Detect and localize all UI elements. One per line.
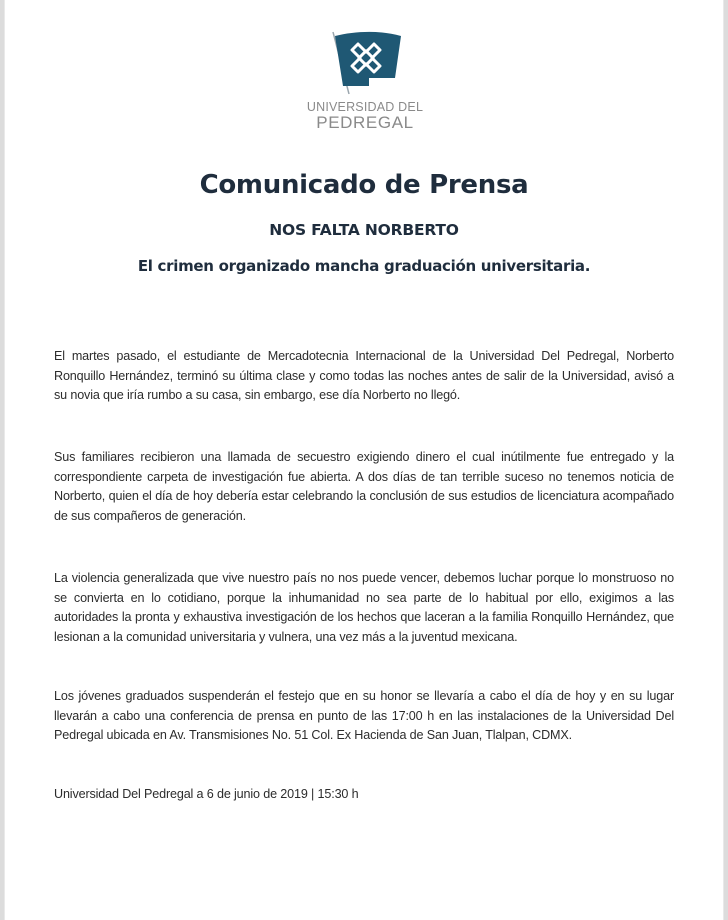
paragraph-4: Los jóvenes graduados suspenderán el festejo que en su honor se llevaría a cabo el día de hoy y en su lugar llevarán a cabo una conferencia de prensa en punto de las 17:00 h en las instalaciones de la Universidad Del Pedregal ubicada en Av. Transmisiones No. 51 Col. Ex Hacienda de San Juan, Tlalpan, CDMX. <box>54 689 674 742</box>
document-title: Comunicado de Prensa <box>199 170 529 200</box>
paragraph-1: El martes pasado, el estudiante de Mercadotecnia Internacional de la Universidad Del Pedregal, Norberto Ronquillo Hernández, terminó su última clase y como todas las noches antes de salir de la Universidad, avisó a su novia que iría rumbo a su casa, sin embargo, ese día Norberto no llegó. <box>54 349 674 402</box>
logo-text-line1: UNIVERSIDAD DEL <box>306 100 424 114</box>
document-tagline: El crimen organizado mancha graduación universitaria. <box>137 257 591 275</box>
paragraph-2: Sus familiares recibieron una llamada de secuestro exigiendo dinero el cual inútilmente fue entregado y la correspondiente carpeta de investigación fue abierta. A dos días de tan terrible suceso no tenemos noticia de Norberto, quien el día de hoy debería estar celebrando la conclusión de sus estudios de licenciatura acompañado de sus compañeros de generación. <box>54 450 674 523</box>
logo-text-line2: PEDREGAL <box>316 113 414 132</box>
page-edge-right <box>723 0 728 920</box>
document-subtitle: NOS FALTA NORBERTO <box>269 221 459 239</box>
signature-line: Universidad Del Pedregal a 6 de junio de 2019 | 15:30 h <box>54 787 359 801</box>
paragraph-3: La violencia generalizada que vive nuestro país no nos puede vencer, debemos luchar porque lo monstruoso no se convierta en lo cotidiano, porque la inhumanidad no sea parte de lo habitual por ello, exigimos a las autoridades la pronta y exhaustiva investigación de los hechos que laceran a la familia Ronquillo Hernández, que lesionan a la comunidad universitaria y vulnera, una vez más a la juventud mexicana. <box>54 571 674 644</box>
university-logo <box>300 28 430 132</box>
flag-logo-icon <box>325 28 405 96</box>
page-edge-left <box>0 0 5 920</box>
